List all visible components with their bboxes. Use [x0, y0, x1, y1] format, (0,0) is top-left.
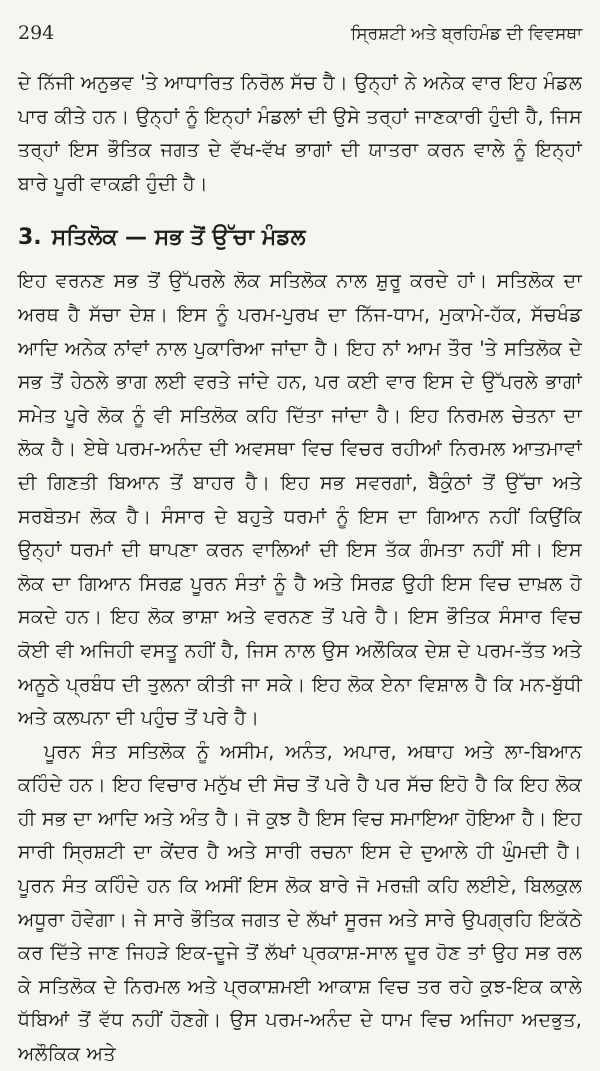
paragraph-1: ਦੇ ਨਿੱਜੀ ਅਨੁਭਵ 'ਤੇ ਆਧਾਰਿਤ ਨਿਰੋਲ ਸੱਚ ਹੈ। ਉਨ੍ਹਾਂ ਨੇ ਅਨੇਕ ਵਾਰ ਇਹ ਮੰਡਲ ਪਾਰ ਕੀਤੇ ਹਨ। ਉਨ੍ਹਾਂ ਨੂੰ ਇਨ੍ਹਾਂ ਮੰਡਲਾਂ ਦੀ ਉਸੇ ਤਰ੍ਹਾਂ ਜਾਣਕਾਰੀ ਹੁੰਦੀ ਹੈ, ਜਿਸ ਤਰ੍ਹਾਂ ਇਸ ਭੌਤਿਕ ਜਗਤ ਦੇ ਵੱਖ-ਵੱਖ ਭਾਗਾਂ ਦੀ ਯਾਤਰਾ ਕਰਨ ਵਾਲੇ ਨੂੰ ਇਨ੍ਹਾਂ ਬਾਰੇ ਪੂਰੀ ਵਾਕਫ਼ੀ ਹੁੰਦੀ ਹੈ।	[18, 71, 582, 195]
section-title: ਸਤਿਲੋਕ — ਸਭ ਤੋਂ ਉੱਚਾ ਮੰਡਲ	[51, 225, 306, 251]
page-number: 294	[18, 22, 55, 44]
running-title: ਸ੍ਰਿਸ਼ਟੀ ਅਤੇ ਬ੍ਰਹਿਮੰਡ ਦੀ ਵਿਵਸਥਾ	[350, 24, 582, 44]
paragraph-3: ਪੂਰਨ ਸੰਤ ਸਤਿਲੋਕ ਨੂੰ ਅਸੀਮ, ਅਨੰਤ, ਅਪਾਰ, ਅਥਾਹ ਅਤੇ ਲਾ-ਬਿਆਨ ਕਹਿੰਦੇ ਹਨ। ਇਹ ਵਿਚਾਰ ਮਨੁੱਖ ਦੀ ਸੋਚ ਤੋਂ ਪਰੇ ਹੈ ਪਰ ਸੱਚ ਇਹੋ ਹੈ ਕਿ ਇਹ ਲੋਕ ਹੀ ਸਭ ਦਾ ਆਦਿ ਅਤੇ ਅੰਤ ਹੈ। ਜੋ ਕੁਝ ਹੈ ਇਸ ਵਿਚ ਸਮਾਇਆ ਹੋਇਆ ਹੈ। ਇਹ ਸਾਰੀ ਸ੍ਰਿਸ਼ਟੀ ਦਾ ਕੇਂਦਰ ਹੈ ਅਤੇ ਸਾਰੀ ਰਚਨਾ ਇਸ ਦੇ ਦੁਆਲੇ ਹੀ ਘੁੰਮਦੀ ਹੈ। ਪੂਰਨ ਸੰਤ ਕਹਿੰਦੇ ਹਨ ਕਿ ਅਸੀਂ ਇਸ ਲੋਕ ਬਾਰੇ ਜੋ ਮਰਜ਼ੀ ਕਹਿ ਲਈਏ, ਬਿਲਕੁਲ ਅਧੂਰਾ ਹੋਵੇਗਾ। ਜੇ ਸਾਰੇ ਭੌਤਿਕ ਜਗਤ ਦੇ ਲੱਖਾਂ ਸੂਰਜ ਅਤੇ ਸਾਰੇ ਉਪਗ੍ਰਹਿ ਇਕੱਠੇ ਕਰ ਦਿੱਤੇ ਜਾਣ ਜਿਹੜੇ ਇਕ-ਦੂਜੇ ਤੋਂ ਲੱਖਾਂ ਪ੍ਰਕਾਸ਼-ਸਾਲ ਦੂਰ ਹੋਣ ਤਾਂ ਉਹ ਸਭ ਰਲ ਕੇ ਸਤਿਲੋਕ ਦੇ ਨਿਰਮਲ ਅਤੇ ਪ੍ਰਕਾਸ਼ਮਈ ਆਕਾਸ਼ ਵਿਚ ਤਰ ਰਹੇ ਕੁਝ-ਇਕ ਕਾਲੇ ਧੱਬਿਆਂ ਤੋਂ ਵੱਧ ਨਹੀਂ ਹੋਣਗੇ। ਉਸ ਪਰਮ-ਅਨੰਦ ਦੇ ਧਾਮ ਵਿਚ ਅਜਿਹਾ ਅਦਭੁਤ, ਅਲੌਕਿਕ ਅਤੇ	[18, 739, 582, 1066]
section-number: 3.	[18, 225, 42, 251]
paragraph-2: ਇਹ ਵਰਨਣ ਸਭ ਤੋਂ ਉੱਪਰਲੇ ਲੋਕ ਸਤਿਲੋਕ ਨਾਲ ਸ਼ੁਰੂ ਕਰਦੇ ਹਾਂ। ਸਤਿਲੋਕ ਦਾ ਅਰਥ ਹੈ ਸੱਚਾ ਦੇਸ਼। ਇਸ ਨੂੰ ਪਰਮ-ਪੁਰਖ ਦਾ ਨਿੱਜ-ਧਾਮ, ਮੁਕਾਮੇ-ਹੱਕ, ਸੱਚਖੰਡ ਆਦਿ ਅਨੇਕ ਨਾਂਵਾਂ ਨਾਲ ਪੁਕਾਰਿਆ ਜਾਂਦਾ ਹੈ। ਇਹ ਨਾਂ ਆਮ ਤੌਰ 'ਤੇ ਸਤਿਲੋਕ ਦੇ ਸਭ ਤੋਂ ਹੇਠਲੇ ਭਾਗ ਲਈ ਵਰਤੇ ਜਾਂਦੇ ਹਨ, ਪਰ ਕਈ ਵਾਰ ਇਸ ਦੇ ਉੱਪਰਲੇ ਭਾਗਾਂ ਸਮੇਤ ਪੂਰੇ ਲੋਕ ਨੂੰ ਵੀ ਸਤਿਲੋਕ ਕਹਿ ਦਿੱਤਾ ਜਾਂਦਾ ਹੈ। ਇਹ ਨਿਰਮਲ ਚੇਤਨਾ ਦਾ ਲੋਕ ਹੈ। ਏਥੇ ਪਰਮ-ਅਨੰਦ ਦੀ ਅਵਸਥਾ ਵਿਚ ਵਿਚਰ ਰਹੀਆਂ ਨਿਰਮਲ ਆਤਮਾਵਾਂ ਦੀ ਗਿਣਤੀ ਬਿਆਨ ਤੋਂ ਬਾਹਰ ਹੈ। ਇਹ ਸਭ ਸਵਰਗਾਂ, ਬੈਕੁੰਠਾਂ ਤੋਂ ਉੱਚਾ ਅਤੇ ਸਰਬੋਤਮ ਲੋਕ ਹੈ। ਸੰਸਾਰ ਦੇ ਬਹੁਤੇ ਧਰਮਾਂ ਨੂੰ ਇਸ ਦਾ ਗਿਆਨ ਨਹੀਂ ਕਿਉਂਕਿ ਉਨ੍ਹਾਂ ਧਰਮਾਂ ਦੀ ਥਾਪਣਾ ਕਰਨ ਵਾਲਿਆਂ ਦੀ ਇਸ ਤੱਕ ਗੰਮਤਾ ਨਹੀਂ ਸੀ। ਇਸ ਲੋਕ ਦਾ ਗਿਆਨ ਸਿਰਫ਼ ਪੂਰਨ ਸੰਤਾਂ ਨੂੰ ਹੈ ਅਤੇ ਸਿਰਫ਼ ਉਹੀ ਇਸ ਵਿਚ ਦਾਖ਼ਲ ਹੋ ਸਕਦੇ ਹਨ। ਇਹ ਲੋਕ ਭਾਸ਼ਾ ਅਤੇ ਵਰਨਣ ਤੋਂ ਪਰੇ ਹੈ। ਇਸ ਭੌਤਿਕ ਸੰਸਾਰ ਵਿਚ ਕੋਈ ਵੀ ਅਜਿਹੀ ਵਸਤੂ ਨਹੀਂ ਹੈ, ਜਿਸ ਨਾਲ ਉਸ ਅਲੌਕਿਕ ਦੇਸ਼ ਦੇ ਪਰਮ-ਤੱਤ ਅਤੇ ਅਨੂਠੇ ਪ੍ਰਬੰਧ ਦੀ ਤੁਲਨਾ ਕੀਤੀ ਜਾ ਸਕੇ। ਇਹ ਲੋਕ ਏਨਾ ਵਿਸ਼ਾਲ ਹੈ ਕਿ ਮਨ-ਬੁੱਧੀ ਅਤੇ ਕਲਪਨਾ ਦੀ ਪਹੁੰਚ ਤੋਂ ਪਰੇ ਹੈ।	[18, 269, 582, 730]
section-heading	[18, 220, 582, 256]
page-header	[18, 22, 582, 58]
page-body	[18, 66, 582, 1071]
